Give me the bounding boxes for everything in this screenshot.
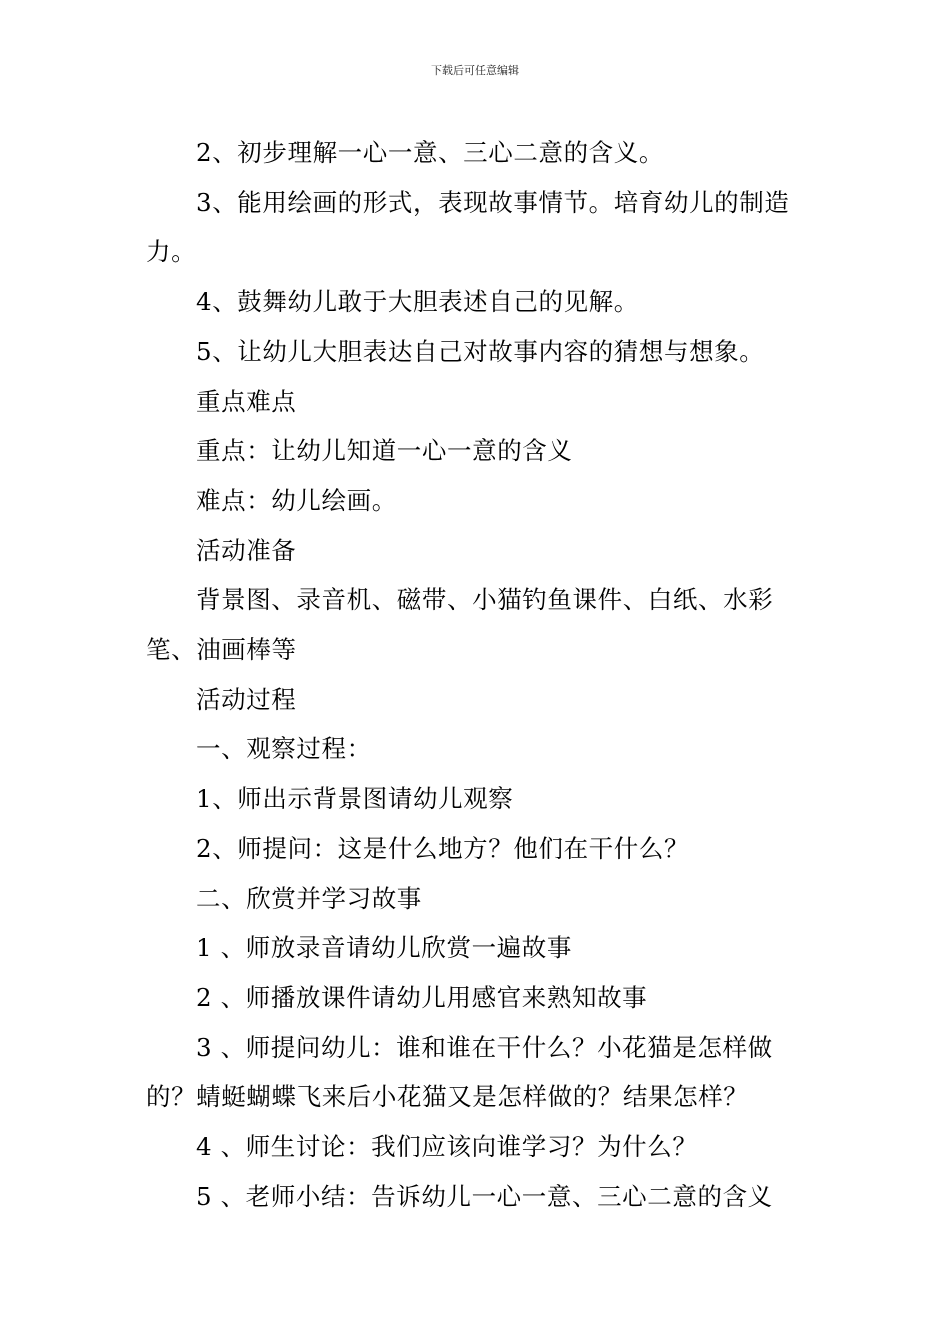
document-body (146, 128, 812, 1221)
paragraph-goal-2: 2、初步理解一心一意、三心二意的含义。 (196, 138, 664, 167)
paragraph-story-3: 3 、师提问幼儿：谁和谁在干什么？小花猫是怎样做的？蜻蜓蝴蝶飞来后小花猫又是怎样做的？结果怎样？ (146, 1032, 773, 1112)
paragraph-goal-4: 4、鼓舞幼儿敢于大胆表述自己的见解。 (196, 287, 639, 317)
paragraph-story-1: 1 、师放录音请幼儿欣赏一遍故事 (196, 933, 572, 963)
paragraph-observe-1: 1、师出示背景图请幼儿观察 (196, 784, 514, 814)
paragraph-difficulty: 难点：幼儿绘画。 (196, 485, 397, 515)
page-header: 下载后可任意编辑 (431, 64, 519, 77)
section-heading-process: 活动过程 (196, 684, 297, 714)
paragraph-story-5: 5 、老师小结：告诉幼儿一心一意、三心二意的含义 (196, 1181, 773, 1211)
section-heading-key-points: 重点难点 (196, 386, 297, 416)
subheading-observe: 一、观察过程： (196, 734, 372, 764)
paragraph-goal-3: 3、能用绘画的形式，表现故事情节。培育幼儿的制造力。 (146, 187, 790, 267)
paragraph-story-4: 4 、师生讨论：我们应该向谁学习？为什么？ (196, 1132, 698, 1162)
paragraph-materials: 背景图、录音机、磁带、小猫钓鱼课件、白纸、水彩笔、油画棒等 (146, 585, 774, 665)
paragraph-goal-5: 5、让幼儿大胆表达自己对故事内容的猜想与想象。 (196, 336, 765, 366)
paragraph-key-point: 重点：让幼儿知道一心一意的含义 (196, 436, 573, 466)
paragraph-observe-2: 2、师提问：这是什么地方？他们在干什么？ (196, 833, 690, 863)
section-heading-preparation: 活动准备 (196, 535, 297, 565)
paragraph-story-2: 2 、师播放课件请幼儿用感官来熟知故事 (196, 982, 648, 1012)
subheading-story: 二、欣赏并学习故事 (196, 883, 422, 913)
